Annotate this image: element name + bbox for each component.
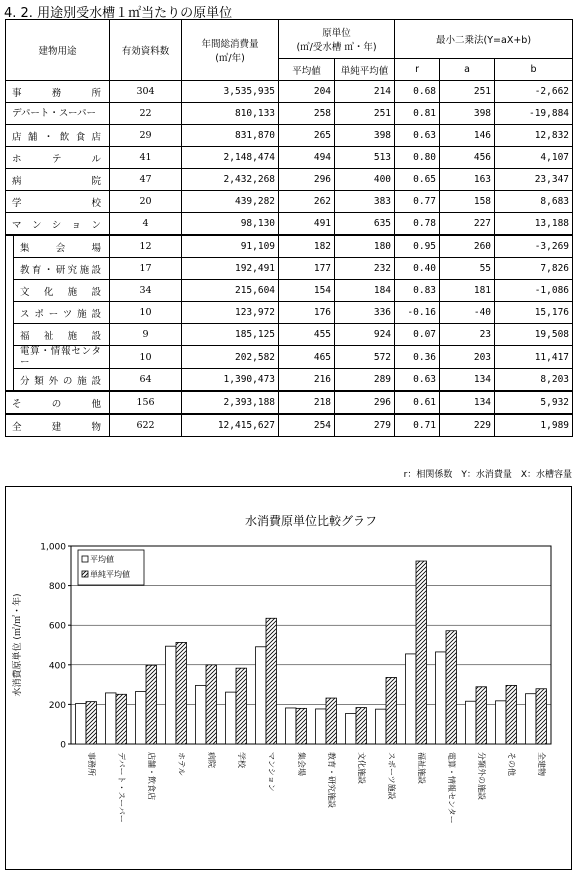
- row-r: 0.80: [395, 147, 440, 169]
- row-usage: ホテル: [6, 147, 110, 169]
- row-a: 227: [440, 213, 495, 236]
- row-usage: その他: [6, 391, 110, 414]
- row-avg: 218: [279, 391, 335, 414]
- row-b: 19,508: [495, 324, 573, 346]
- row-usage: マンション: [6, 213, 110, 236]
- row-simple-avg: 400: [335, 169, 395, 191]
- bar-avg: [376, 709, 387, 744]
- section-heading: 4. 2. 用途別受水槽１㎡当たりの原単位: [4, 6, 233, 21]
- row-a: 260: [440, 235, 495, 258]
- bar-simple-avg: [236, 668, 247, 744]
- table-row: [6, 346, 573, 369]
- row-usage: スポーツ施設: [14, 302, 110, 324]
- row-b: -3,269: [495, 235, 573, 258]
- row-annual: 2,393,188: [182, 391, 279, 414]
- row-a: 181: [440, 280, 495, 302]
- row-avg: 455: [279, 324, 335, 346]
- y-tick-label: 0: [60, 740, 66, 751]
- chart-frame: [5, 486, 572, 870]
- row-usage: 分類外の施設: [14, 369, 110, 392]
- x-category-label: その他: [507, 752, 516, 776]
- row-usage: 学校: [6, 191, 110, 213]
- table-row: [6, 191, 573, 213]
- legend-label: 単純平均値: [90, 570, 130, 579]
- header-r: r: [395, 59, 440, 81]
- x-category-label: 文化施設: [357, 752, 366, 784]
- bar-simple-avg: [416, 561, 427, 744]
- bar-avg: [106, 693, 117, 744]
- row-b: 23,347: [495, 169, 573, 191]
- x-category-label: 教育・研究施設: [327, 752, 336, 808]
- row-annual: 123,972: [182, 302, 279, 324]
- header-annual: [182, 20, 279, 81]
- table-row: [6, 391, 573, 414]
- row-b: 8,683: [495, 191, 573, 213]
- row-a: 251: [440, 81, 495, 103]
- row-avg: 154: [279, 280, 335, 302]
- row-b: 15,176: [495, 302, 573, 324]
- row-count: 64: [110, 369, 182, 392]
- row-r: 0.36: [395, 346, 440, 369]
- bar-simple-avg: [86, 702, 97, 744]
- row-b: -19,884: [495, 103, 573, 125]
- row-annual: 3,535,935: [182, 81, 279, 103]
- bar-simple-avg: [476, 687, 487, 744]
- row-annual: 91,109: [182, 235, 279, 258]
- x-category-label: マンション: [267, 752, 276, 792]
- row-simple-avg: 279: [335, 414, 395, 437]
- row-a: 456: [440, 147, 495, 169]
- subgroup-indent: [6, 235, 14, 391]
- header-annual-unit: (㎥/年): [215, 53, 245, 64]
- bar-simple-avg: [446, 631, 457, 744]
- row-simple-avg: 513: [335, 147, 395, 169]
- table-row: [6, 213, 573, 236]
- row-r: 0.68: [395, 81, 440, 103]
- row-simple-avg: 232: [335, 258, 395, 280]
- row-usage: 福祉施設: [14, 324, 110, 346]
- row-r: 0.40: [395, 258, 440, 280]
- row-simple-avg: 924: [335, 324, 395, 346]
- x-category-label: 店舗・飲食店: [147, 752, 156, 800]
- row-r: 0.77: [395, 191, 440, 213]
- row-r: 0.71: [395, 414, 440, 437]
- row-simple-avg: 383: [335, 191, 395, 213]
- bar-simple-avg: [506, 685, 517, 744]
- row-simple-avg: 635: [335, 213, 395, 236]
- x-category-label: 事務所: [87, 752, 96, 776]
- row-r: -0.16: [395, 302, 440, 324]
- row-r: 0.81: [395, 103, 440, 125]
- row-count: 17: [110, 258, 182, 280]
- row-count: 4: [110, 213, 182, 236]
- chart-title: 水消費原単位比較グラフ: [244, 514, 378, 528]
- row-avg: 465: [279, 346, 335, 369]
- table-row: [6, 369, 573, 392]
- row-annual: 98,130: [182, 213, 279, 236]
- bar-avg: [496, 701, 507, 744]
- row-a: 163: [440, 169, 495, 191]
- row-avg: 176: [279, 302, 335, 324]
- bar-avg: [196, 685, 207, 744]
- header-avg: 平均値: [279, 59, 335, 81]
- row-simple-avg: 251: [335, 103, 395, 125]
- table-row: [6, 169, 573, 191]
- bar-avg: [316, 709, 327, 744]
- row-avg: 177: [279, 258, 335, 280]
- row-r: 0.63: [395, 369, 440, 392]
- row-b: 5,932: [495, 391, 573, 414]
- header-count: 有効資料数: [110, 20, 182, 81]
- row-count: 156: [110, 391, 182, 414]
- bar-simple-avg: [386, 677, 397, 744]
- table-row: [6, 414, 573, 437]
- bar-avg: [166, 646, 177, 744]
- row-a: 146: [440, 125, 495, 147]
- row-usage: 集会場: [14, 235, 110, 258]
- header-annual-label: 年間総消費量: [201, 39, 259, 50]
- table-row: [6, 280, 573, 302]
- row-b: 1,989: [495, 414, 573, 437]
- y-tick-label: 400: [48, 661, 66, 672]
- row-avg: 265: [279, 125, 335, 147]
- header-unit: [279, 20, 395, 59]
- row-annual: 215,604: [182, 280, 279, 302]
- row-annual: 2,148,474: [182, 147, 279, 169]
- row-count: 12: [110, 235, 182, 258]
- row-r: 0.83: [395, 280, 440, 302]
- header-simple-avg: 単純平均値: [335, 59, 395, 81]
- bar-simple-avg: [356, 708, 367, 744]
- bar-simple-avg: [326, 698, 337, 744]
- x-category-label: 病院: [207, 752, 216, 768]
- bar-avg: [346, 714, 357, 744]
- bar-simple-avg: [146, 665, 157, 744]
- x-category-label: 福祉施設: [417, 752, 426, 784]
- row-usage: 店舗・飲食店: [6, 125, 110, 147]
- row-simple-avg: 336: [335, 302, 395, 324]
- table-row: [6, 125, 573, 147]
- bar-avg: [286, 708, 297, 744]
- bar-avg: [226, 692, 237, 744]
- y-tick-label: 1,000: [40, 542, 66, 553]
- unit-table: [5, 19, 573, 437]
- table-row: [6, 81, 573, 103]
- row-count: 22: [110, 103, 182, 125]
- header-lsq: 最小二乗法(Y=aX+b): [395, 20, 573, 59]
- bar-simple-avg: [206, 665, 217, 744]
- row-usage: 病院: [6, 169, 110, 191]
- row-usage: 全建物: [6, 414, 110, 437]
- row-count: 20: [110, 191, 182, 213]
- table-row: [6, 302, 573, 324]
- row-b: 11,417: [495, 346, 573, 369]
- row-annual: 1,390,473: [182, 369, 279, 392]
- row-r: 0.63: [395, 125, 440, 147]
- legend-label: 平均値: [90, 555, 114, 564]
- header-unit-label: 原単位: [322, 28, 351, 39]
- row-avg: 262: [279, 191, 335, 213]
- row-a: -40: [440, 302, 495, 324]
- row-r: 0.07: [395, 324, 440, 346]
- row-simple-avg: 214: [335, 81, 395, 103]
- x-category-label: 分類外の施設: [477, 752, 486, 800]
- row-annual: 439,282: [182, 191, 279, 213]
- row-simple-avg: 180: [335, 235, 395, 258]
- bar-avg: [256, 647, 267, 744]
- x-category-label: デパート・スーパー: [117, 752, 126, 823]
- row-a: 134: [440, 369, 495, 392]
- header-b: b: [495, 59, 573, 81]
- row-count: 41: [110, 147, 182, 169]
- x-category-label: 全建物: [537, 752, 546, 776]
- bar-simple-avg: [536, 689, 547, 744]
- row-b: 7,826: [495, 258, 573, 280]
- x-category-label: スポーツ施設: [387, 752, 396, 800]
- row-avg: 258: [279, 103, 335, 125]
- bar-avg: [76, 704, 87, 744]
- row-count: 622: [110, 414, 182, 437]
- bar-avg: [136, 692, 147, 744]
- row-count: 34: [110, 280, 182, 302]
- x-category-label: 電算・情報センター: [447, 752, 456, 824]
- row-avg: 254: [279, 414, 335, 437]
- row-a: 158: [440, 191, 495, 213]
- row-annual: 12,415,627: [182, 414, 279, 437]
- table-row: [6, 147, 573, 169]
- row-a: 55: [440, 258, 495, 280]
- row-count: 10: [110, 302, 182, 324]
- row-a: 23: [440, 324, 495, 346]
- row-count: 9: [110, 324, 182, 346]
- row-usage: 教育・研究施設: [14, 258, 110, 280]
- row-a: 398: [440, 103, 495, 125]
- row-b: -2,662: [495, 81, 573, 103]
- legend-swatch: [82, 571, 88, 577]
- row-r: 0.78: [395, 213, 440, 236]
- row-usage: 電算・情報センター: [14, 346, 110, 369]
- table-row: [6, 324, 573, 346]
- row-avg: 296: [279, 169, 335, 191]
- y-tick-label: 800: [48, 582, 66, 593]
- row-a: 229: [440, 414, 495, 437]
- row-annual: 185,125: [182, 324, 279, 346]
- row-count: 47: [110, 169, 182, 191]
- row-simple-avg: 398: [335, 125, 395, 147]
- header-a: a: [440, 59, 495, 81]
- y-tick-label: 200: [48, 700, 66, 711]
- row-simple-avg: 289: [335, 369, 395, 392]
- table-note: r：相関係数 Y：水消費量 X：水槽容量: [403, 470, 572, 480]
- y-axis-label: 水消費原単位 (㎥/㎥・年): [13, 593, 23, 697]
- table-row: [6, 103, 573, 125]
- row-a: 203: [440, 346, 495, 369]
- row-annual: 2,432,268: [182, 169, 279, 191]
- row-avg: 491: [279, 213, 335, 236]
- bar-avg: [406, 654, 417, 744]
- legend-swatch: [82, 556, 88, 562]
- row-annual: 202,582: [182, 346, 279, 369]
- row-count: 10: [110, 346, 182, 369]
- row-r: 0.61: [395, 391, 440, 414]
- bar-simple-avg: [266, 618, 277, 744]
- row-avg: 494: [279, 147, 335, 169]
- row-a: 134: [440, 391, 495, 414]
- row-avg: 182: [279, 235, 335, 258]
- bar-avg: [526, 694, 537, 744]
- x-category-label: ホテル: [177, 752, 186, 776]
- x-category-label: 学校: [237, 752, 246, 768]
- row-avg: 216: [279, 369, 335, 392]
- table-row: [6, 235, 573, 258]
- row-avg: 204: [279, 81, 335, 103]
- header-unit-sub: (㎥/受水槽 ㎥・年): [296, 42, 377, 53]
- row-count: 304: [110, 81, 182, 103]
- row-simple-avg: 184: [335, 280, 395, 302]
- row-r: 0.65: [395, 169, 440, 191]
- row-b: 13,188: [495, 213, 573, 236]
- row-simple-avg: 296: [335, 391, 395, 414]
- bar-avg: [466, 701, 477, 744]
- row-usage: 事務所: [6, 81, 110, 103]
- row-usage: 文化施設: [14, 280, 110, 302]
- row-b: -1,086: [495, 280, 573, 302]
- bar-avg: [436, 652, 447, 744]
- row-annual: 192,491: [182, 258, 279, 280]
- row-b: 8,203: [495, 369, 573, 392]
- y-tick-label: 600: [48, 621, 66, 632]
- bar-simple-avg: [176, 642, 187, 744]
- bar-simple-avg: [296, 708, 307, 744]
- row-r: 0.95: [395, 235, 440, 258]
- header-usage: 建物用途: [6, 20, 110, 81]
- row-simple-avg: 572: [335, 346, 395, 369]
- row-count: 29: [110, 125, 182, 147]
- row-b: 4,107: [495, 147, 573, 169]
- row-annual: 831,870: [182, 125, 279, 147]
- x-category-label: 集会場: [297, 752, 306, 776]
- row-b: 12,832: [495, 125, 573, 147]
- row-usage: デパート・スーパー: [6, 103, 110, 125]
- bar-chart: [6, 487, 571, 869]
- bar-simple-avg: [116, 694, 127, 744]
- table-body: [6, 81, 573, 437]
- row-annual: 810,133: [182, 103, 279, 125]
- table-row: [6, 258, 573, 280]
